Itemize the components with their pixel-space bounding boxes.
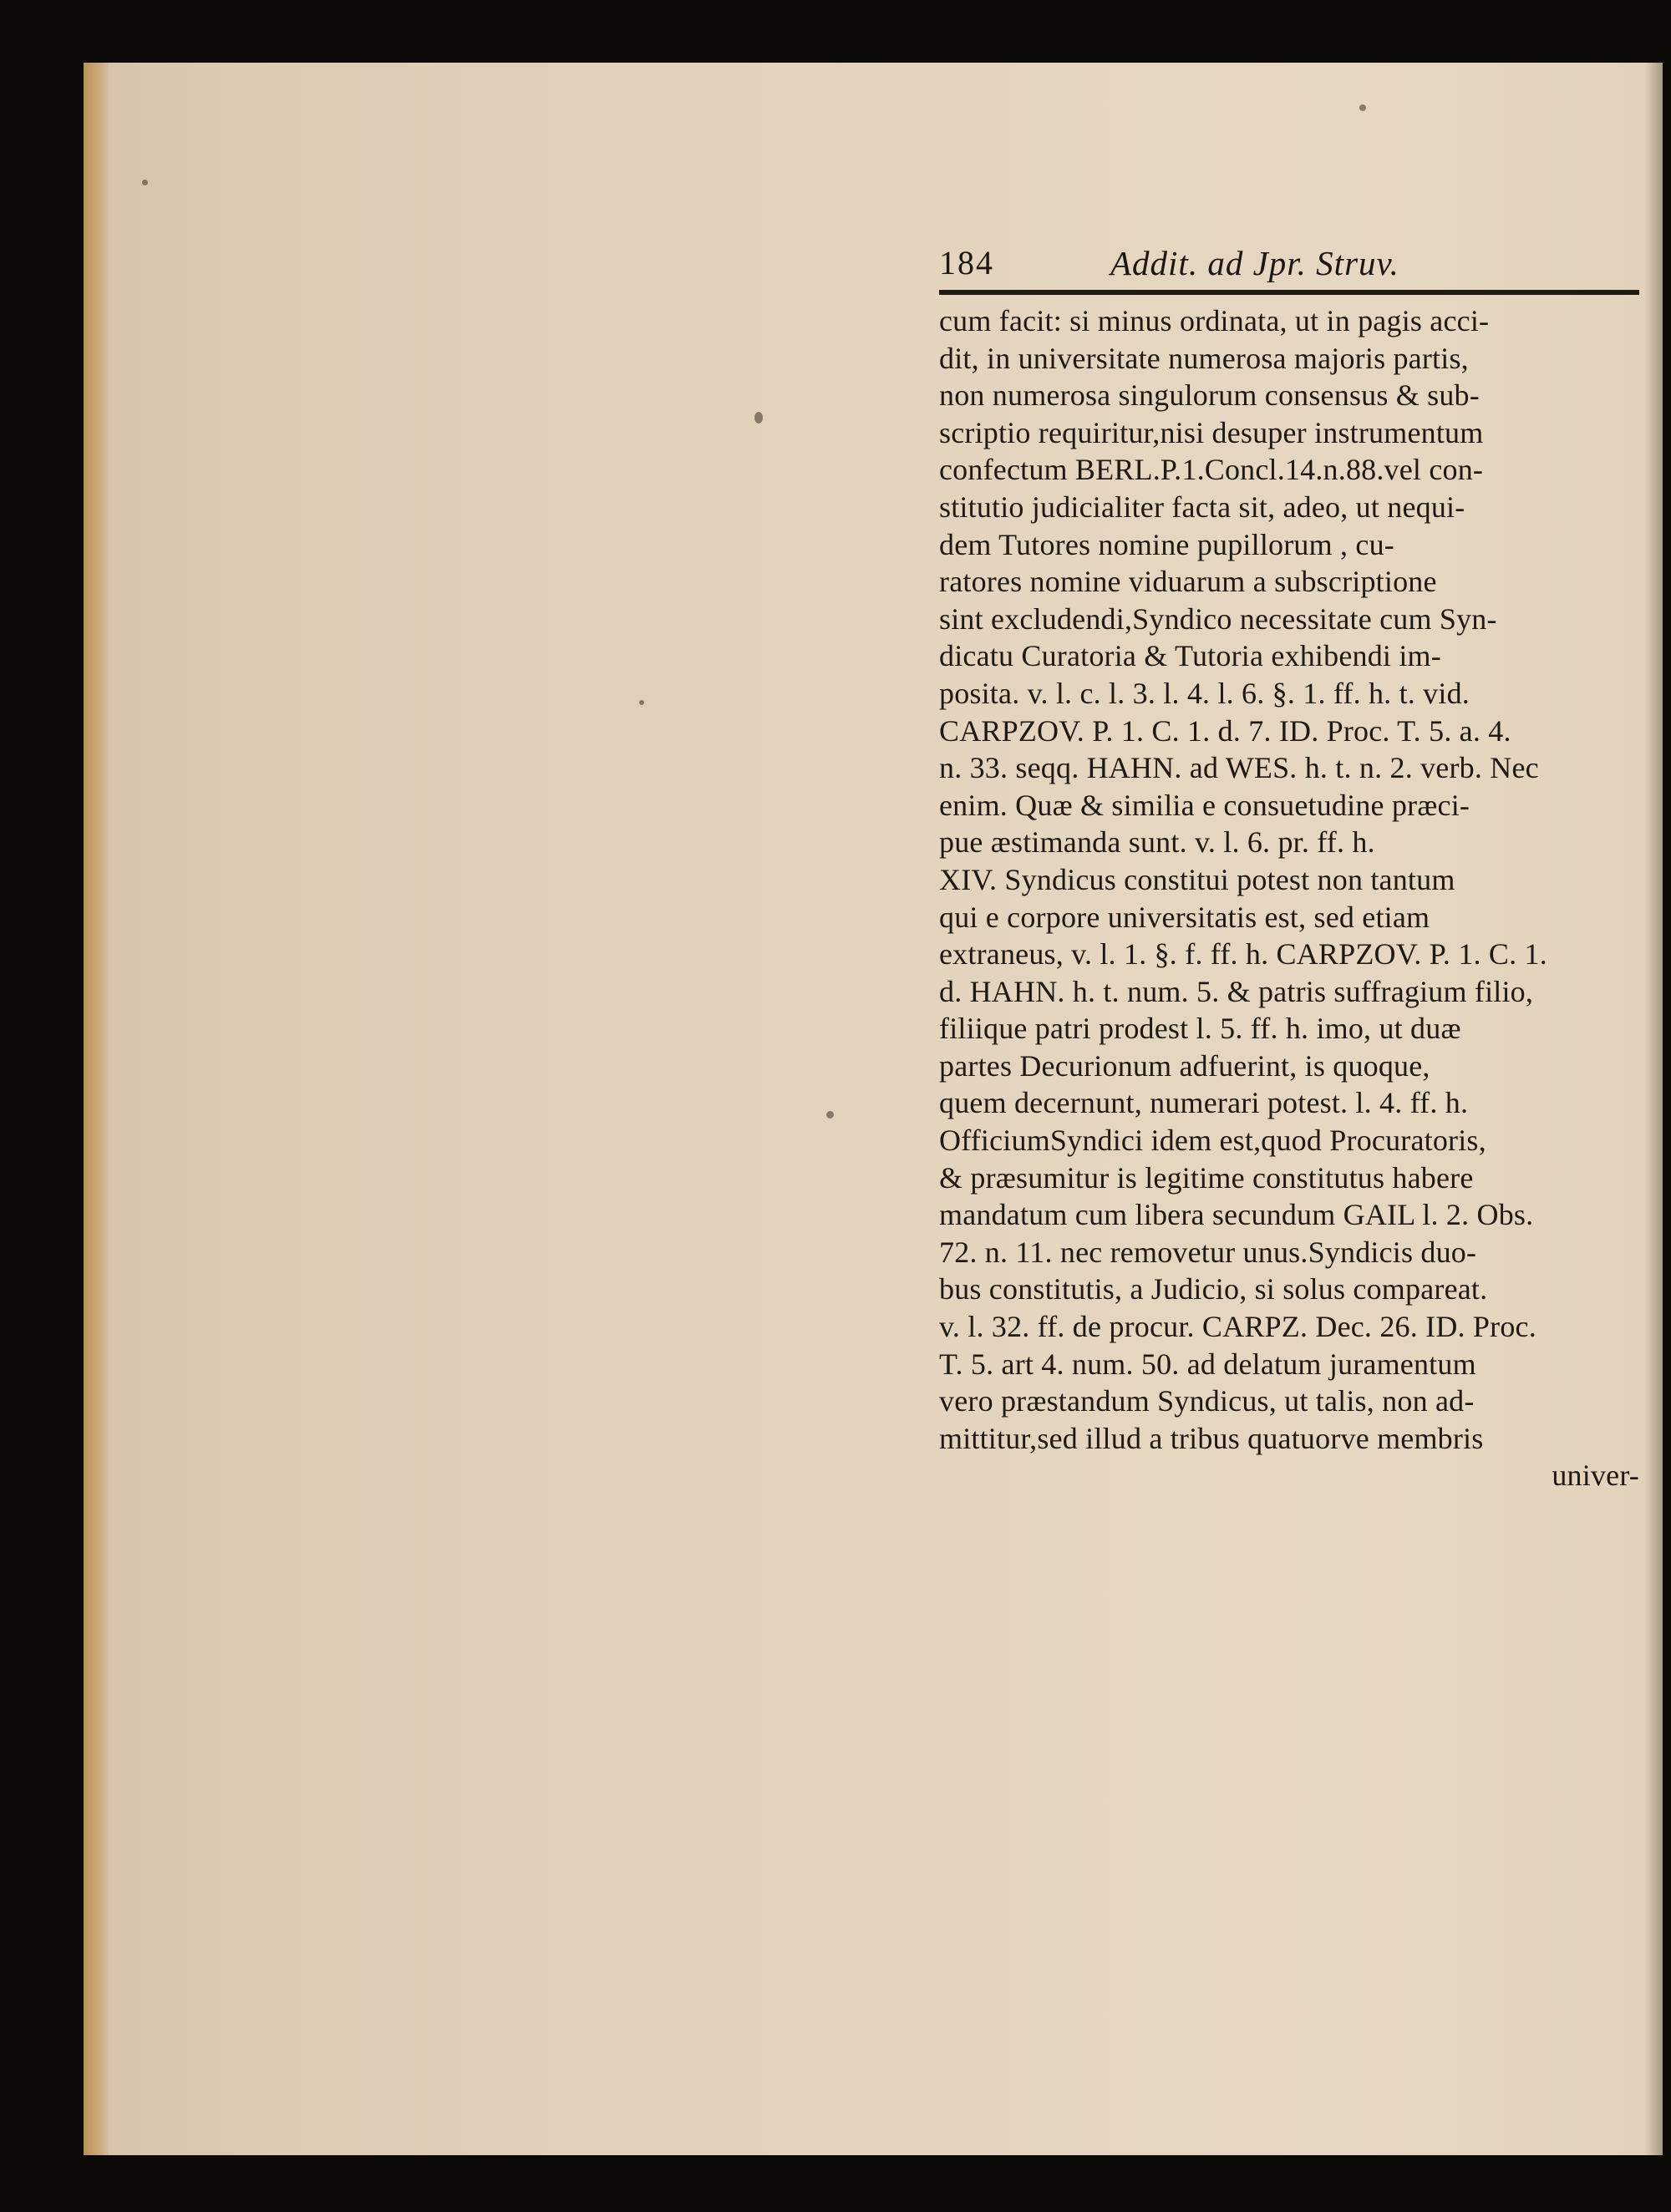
text-line: scriptio requiritur,nisi desuper instrumentum — [939, 415, 1484, 449]
text-line: dicatu Curatoria & Tutoria exhibendi im- — [939, 639, 1441, 673]
text-line: 72. n. 11. nec removetur unus.Syndicis duo- — [939, 1235, 1477, 1269]
text-line: T. 5. art 4. num. 50. ad delatum juramentum — [939, 1347, 1476, 1381]
page-edge — [84, 63, 109, 2155]
text-line: posita. v. l. c. l. 3. l. 4. l. 6. §. 1. ff. h. t. vid. — [939, 676, 1470, 710]
text-line: partes Decurionum adfuerint, is quoque, — [939, 1048, 1430, 1083]
page-header — [939, 236, 1639, 288]
text-line: v. l. 32. ff. de procur. CARPZ. Dec. 26. ID. Proc. — [939, 1310, 1536, 1344]
text-line: vero præstandum Syndicus, ut talis, non ad- — [939, 1384, 1475, 1418]
text-line: CARPZOV. P. 1. C. 1. d. 7. ID. Proc. T. 5. a. 4. — [939, 713, 1511, 748]
text-line: enim. Quæ & similia e consuetudine præci- — [939, 788, 1470, 822]
text-line: n. 33. seqq. HAHN. ad WES. h. t. n. 2. verb. Nec — [939, 751, 1539, 785]
text-line: qui e corpore universitatis est, sed etiam — [939, 900, 1430, 934]
text-line: confectum BERL.P.1.Concl.14.n.88.vel con- — [939, 453, 1484, 487]
text-line: & præsumitur is legitime constitutus habere — [939, 1160, 1474, 1195]
text-line: dem Tutores nomine pupillorum , cu- — [939, 527, 1394, 561]
text-line: pue æstimanda sunt. v. l. 6. pr. ff. h. — [939, 825, 1375, 860]
text-line: d. HAHN. h. t. num. 5. & patris suffragium filio, — [939, 974, 1534, 1008]
header-rule — [939, 290, 1639, 295]
paper-speck — [1359, 104, 1366, 111]
text-line: extraneus, v. l. 1. §. f. ff. h. CARPZOV. P. 1. C. 1. — [939, 937, 1547, 972]
text-line: mandatum cum libera secundum GAIL l. 2. Obs. — [939, 1198, 1534, 1232]
text-line: quem decernunt, numerari potest. l. 4. ff. h. — [939, 1086, 1469, 1120]
paper-speck — [826, 1111, 834, 1119]
text-line: stitutio judicialiter facta sit, adeo, ut nequi- — [939, 490, 1465, 524]
paper-speck — [754, 412, 763, 424]
page-number: 184 — [939, 244, 994, 282]
running-title: Addit. ad Jpr. Struv. — [1110, 244, 1399, 282]
text-line: OfficiumSyndici idem est,quod Procuratoris, — [939, 1124, 1486, 1158]
text-line: cum facit: si minus ordinata, ut in pagis acci- — [939, 304, 1490, 337]
text-line: XIV. Syndicus constitui potest non tantum — [939, 862, 1455, 896]
paper-speck — [639, 700, 644, 705]
text-line: dit, in universitate numerosa majoris partis, — [939, 341, 1469, 375]
paper-speck — [142, 180, 148, 185]
gutter-shadow — [1644, 63, 1663, 2155]
text-line: bus constitutis, a Judicio, si solus compareat. — [939, 1272, 1488, 1306]
text-line: ratores nomine viduarum a subscriptione — [939, 565, 1437, 599]
text-line: non numerosa singulorum consensus & sub- — [939, 378, 1480, 413]
body-text — [939, 302, 1639, 1494]
text-line: mittitur,sed illud a tribus quatuorve membris — [939, 1421, 1484, 1455]
catchword: univer- — [1552, 1459, 1639, 1493]
text-line: filiique patri prodest l. 5. ff. h. imo, ut duæ — [939, 1012, 1461, 1046]
text-line: sint excludendi,Syndico necessitate cum Syn- — [939, 601, 1497, 636]
